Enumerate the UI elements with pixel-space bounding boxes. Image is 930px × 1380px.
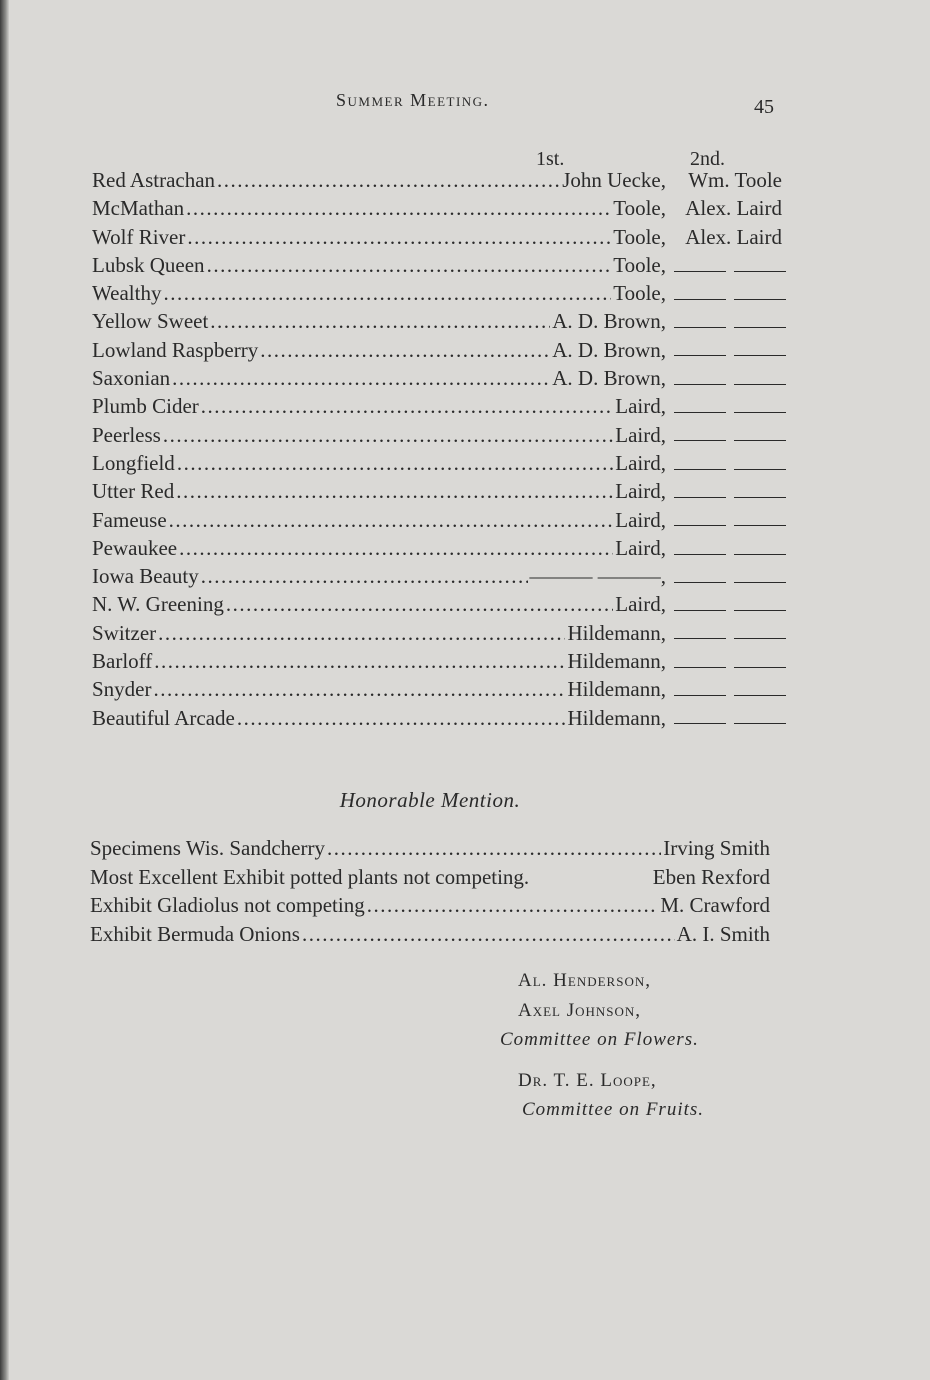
honorable-mention-title: Honorable Mention.: [339, 788, 521, 812]
award-row: [92, 592, 782, 620]
award-row: [92, 309, 782, 337]
mention-winner: Irving Smith: [663, 836, 770, 860]
second-prize-winner: [666, 366, 782, 391]
blank-line: [674, 355, 726, 356]
leader-dots: [217, 168, 560, 193]
column-head-second: 2nd.: [690, 148, 725, 170]
leader-dots: [187, 225, 611, 250]
second-prize-winner: [666, 677, 782, 702]
first-prize-winner: A. D. Brown,: [552, 309, 666, 334]
award-row: [92, 394, 782, 422]
first-prize-winner: Laird,: [615, 592, 666, 617]
leader-dots: [201, 394, 614, 419]
leader-dots: [260, 338, 550, 363]
mention-item: Exhibit Bermuda Onions: [90, 921, 300, 946]
fruit-name: Peerless: [92, 422, 161, 447]
leader-dots: [186, 196, 611, 221]
fruit-name: Lubsk Queen: [92, 252, 205, 277]
blank-line: [734, 723, 786, 724]
first-prize-winner: Toole,: [613, 281, 666, 306]
blank-line: [674, 299, 726, 300]
fruit-name: Saxonian: [92, 366, 171, 391]
second-prize-winner: [666, 508, 782, 533]
blank-line: [674, 610, 726, 611]
blank-line: [674, 469, 726, 470]
leader-dots: [163, 281, 611, 306]
blank-line: [734, 327, 786, 328]
blank-line: [674, 525, 726, 526]
first-prize-winner: A. D. Brown,: [552, 337, 666, 362]
fruit-name: Switzer: [92, 620, 157, 645]
fruit-name: Utter Red: [92, 479, 175, 504]
award-row: [92, 451, 782, 479]
second-prize-winner: [666, 394, 782, 419]
fruit-name: Red Astrachan: [92, 168, 216, 192]
blank-line: [674, 582, 726, 583]
page-binding-edge: [0, 0, 9, 1380]
first-prize-winner: A. D. Brown,: [552, 366, 666, 391]
committee-on-fruits: Committee on Fruits.: [522, 1099, 705, 1120]
blank-line: [734, 582, 786, 583]
fruit-name: Iowa Beauty: [92, 564, 199, 589]
fruit-name: Beautiful Arcade: [92, 705, 235, 730]
fruit-name: Lowland Raspberry: [92, 337, 259, 362]
second-prize-winner: [666, 451, 782, 476]
blank-line: [734, 554, 786, 555]
first-prize-winner: Toole,: [613, 252, 666, 277]
blank-line: [674, 695, 726, 696]
awards-list: [92, 168, 782, 734]
blank-line: [734, 497, 786, 498]
first-prize-winner: Hildemann,: [567, 620, 666, 645]
leader-dots: [210, 309, 550, 334]
second-prize-winner: [666, 281, 782, 306]
award-row: [92, 706, 782, 734]
mention-item: Most Excellent Exhibit potted plants not competing.: [90, 864, 530, 889]
leader-dots: [367, 893, 659, 918]
mention-winner: A. I. Smith: [676, 921, 770, 946]
leader-dots: [176, 479, 613, 504]
blank-line: [674, 497, 726, 498]
committee-on-flowers: Committee on Flowers.: [500, 1029, 699, 1050]
blank-line: [674, 723, 726, 724]
fruit-name: Snyder: [92, 677, 152, 702]
award-row: [92, 168, 782, 196]
blank-line: [674, 440, 726, 441]
second-prize-winner: [666, 621, 782, 646]
signature-johnson: Axel Johnson,: [518, 1000, 642, 1021]
fruit-name: N. W. Greening: [92, 592, 224, 617]
leader-dots: [163, 423, 613, 448]
mention-winner: M. Crawford: [660, 893, 770, 917]
first-prize-winner: Laird,: [615, 507, 666, 532]
leader-dots: [302, 922, 675, 947]
award-row: [92, 423, 782, 451]
blank-line: [674, 412, 726, 413]
fruit-name: Pewaukee: [92, 535, 178, 560]
award-row: [92, 366, 782, 394]
fruit-name: Barloff: [92, 649, 153, 674]
fruit-name: Fameuse: [92, 507, 167, 532]
leader-dots: [154, 649, 565, 674]
fruit-name: Yellow Sweet: [92, 309, 209, 334]
second-prize-winner: [666, 536, 782, 561]
signature-loope: Dr. T. E. Loope,: [518, 1070, 657, 1091]
first-prize-winner: Hildemann,: [567, 677, 666, 702]
second-prize-winner: [666, 309, 782, 334]
leader-dots: [158, 621, 565, 646]
fruit-name: Wolf River: [92, 224, 186, 249]
blank-line: [674, 667, 726, 668]
second-prize-winner: [666, 564, 782, 589]
blank-line: [734, 638, 786, 639]
second-prize-winner: Alex. Laird: [685, 224, 782, 249]
mention-row: [90, 922, 770, 951]
award-row: [92, 621, 782, 649]
mention-item: Exhibit Gladiolus not competing: [90, 893, 365, 917]
second-prize-winner: Wm. Toole: [688, 168, 782, 192]
blank-line: [734, 440, 786, 441]
first-prize-winner: ——— ———,: [529, 564, 666, 589]
fruit-name: Longfield: [92, 450, 175, 475]
leader-dots: [179, 536, 613, 561]
leader-dots: [169, 508, 614, 533]
blank-line: [734, 695, 786, 696]
award-row: [92, 479, 782, 507]
first-prize-winner: Laird,: [615, 450, 666, 475]
award-row: [92, 564, 782, 592]
leader-dots: [201, 564, 528, 589]
running-head: Summer Meeting.: [336, 90, 490, 110]
award-row: [92, 338, 782, 366]
blank-line: [674, 554, 726, 555]
award-row: [92, 536, 782, 564]
second-prize-winner: [666, 338, 782, 363]
award-row: [92, 508, 782, 536]
first-prize-winner: Laird,: [615, 394, 666, 419]
first-prize-winner: Laird,: [615, 479, 666, 504]
leader-dots: [177, 451, 613, 476]
blank-line: [734, 384, 786, 385]
blank-line: [674, 327, 726, 328]
award-row: [92, 253, 782, 281]
first-prize-winner: Toole,: [613, 224, 666, 249]
leader-dots: [237, 706, 566, 731]
award-row: [92, 281, 782, 309]
blank-line: [734, 412, 786, 413]
fruit-name: Plumb Cider: [92, 394, 199, 419]
mention-row: [90, 893, 770, 922]
first-prize-winner: John Uecke,: [562, 168, 666, 192]
first-prize-winner: Laird,: [615, 535, 666, 560]
leader-dots: [226, 592, 613, 617]
mention-winner: Eben Rexford: [652, 864, 770, 889]
second-prize-winner: [666, 592, 782, 617]
second-prize-winner: [666, 253, 782, 278]
blank-line: [734, 355, 786, 356]
fruit-name: Wealthy: [92, 281, 162, 306]
blank-line: [674, 638, 726, 639]
honorable-mention-list: [90, 836, 770, 950]
mention-row: [90, 865, 770, 894]
first-prize-winner: Hildemann,: [567, 649, 666, 674]
blank-line: [734, 469, 786, 470]
second-prize-winner: [666, 479, 782, 504]
page-number: 45: [754, 96, 774, 118]
first-prize-winner: Laird,: [615, 422, 666, 447]
award-row: [92, 649, 782, 677]
mention-row: [90, 836, 770, 865]
leader-dots: [327, 836, 661, 861]
blank-line: [674, 271, 726, 272]
second-prize-winner: Alex. Laird: [685, 196, 782, 221]
leader-dots: [172, 366, 550, 391]
second-prize-winner: [666, 706, 782, 731]
award-row: [92, 677, 782, 705]
award-row: [92, 225, 782, 253]
blank-line: [734, 610, 786, 611]
second-prize-winner: [666, 649, 782, 674]
column-head-first: 1st.: [536, 148, 565, 170]
first-prize-winner: Toole,: [613, 196, 666, 221]
mention-item: Specimens Wis. Sandcherry: [90, 836, 325, 860]
blank-line: [734, 667, 786, 668]
fruit-name: McMathan: [92, 196, 185, 221]
signature-henderson: Al. Henderson,: [518, 970, 651, 991]
second-prize-winner: [666, 423, 782, 448]
award-row: [92, 196, 782, 224]
blank-line: [734, 271, 786, 272]
blank-line: [734, 299, 786, 300]
leader-dots: [154, 677, 566, 702]
blank-line: [734, 525, 786, 526]
first-prize-winner: Hildemann,: [567, 705, 666, 730]
leader-dots: [207, 253, 612, 278]
blank-line: [674, 384, 726, 385]
